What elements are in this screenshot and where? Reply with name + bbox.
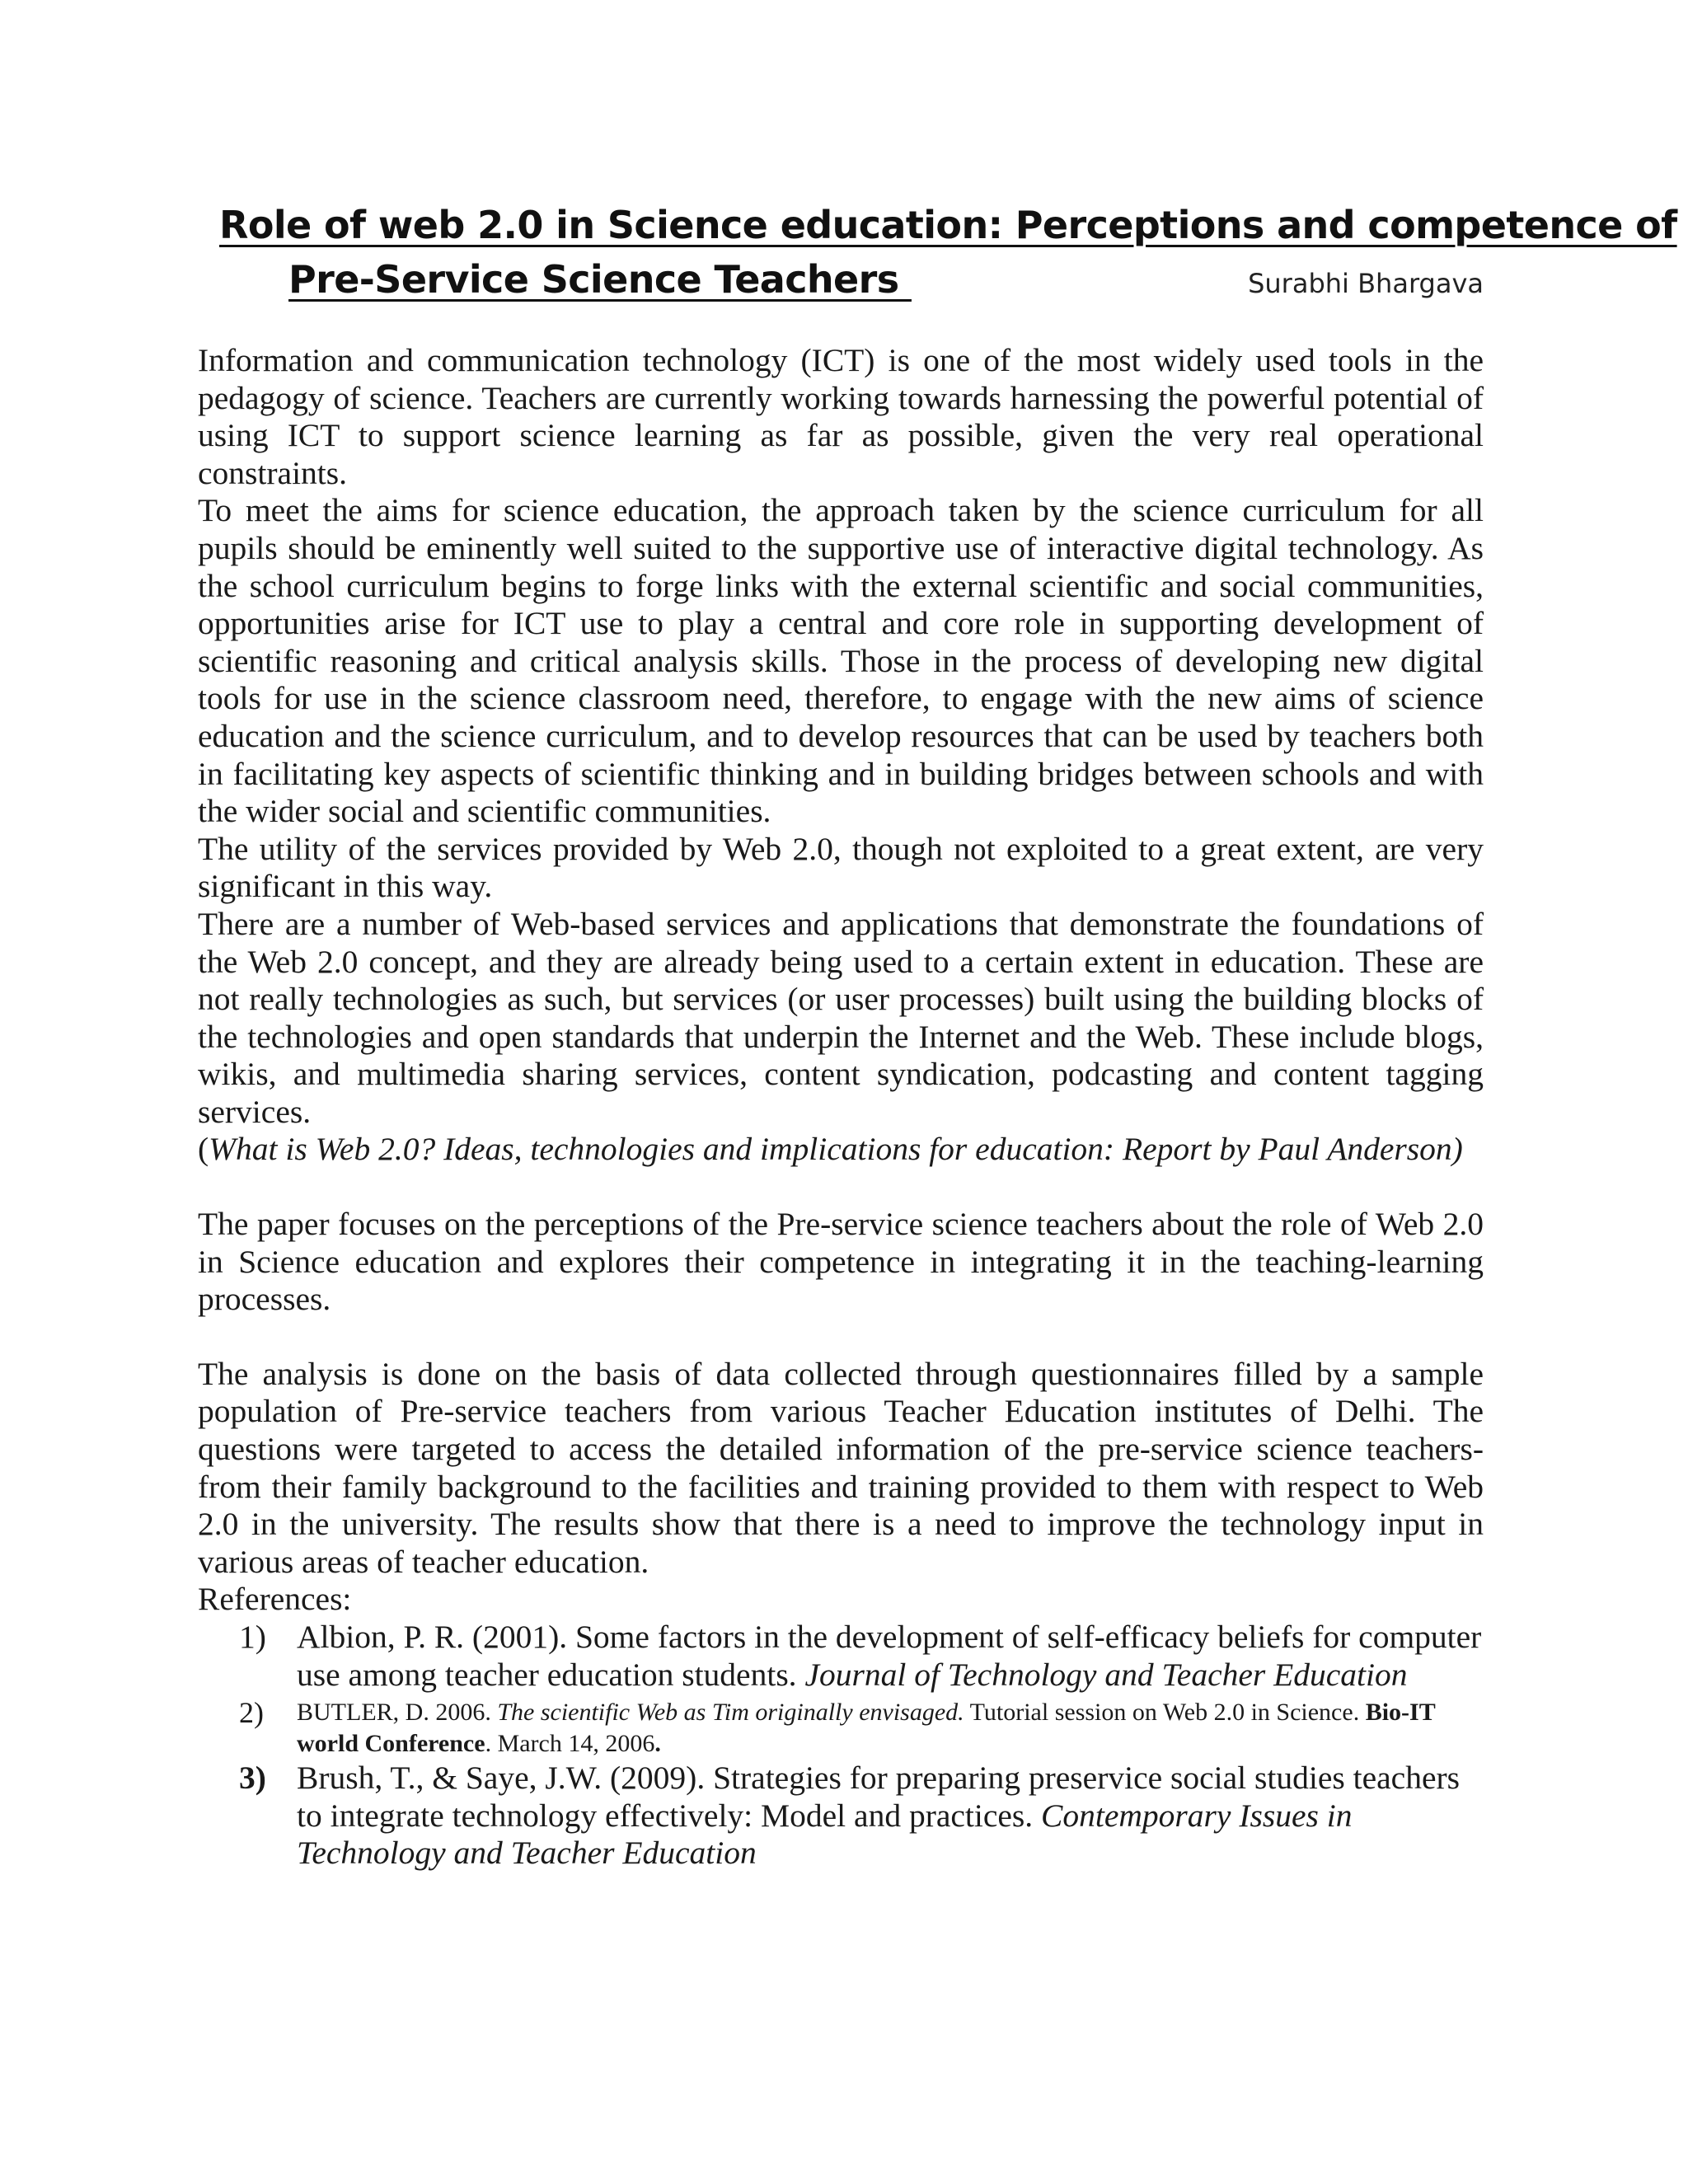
- citation-open-paren: (: [198, 1131, 209, 1168]
- paragraph-services: There are a number of Web-based services and applications that demonstrate the foundations of the Web 2.0 concept, and they are already being used to a certain extent in education. These are not really technologies as such, but services (or user processes) built using the building blocks of the technologies and open standards that underpin the Internet and the Web. These include blogs, wikis, and multimedia sharing services, content syndication, podcasting and content tagging services.: [198, 905, 1484, 1130]
- reference-item: [198, 1760, 1484, 1872]
- paragraph-intro: Information and communication technology (ICT) is one of the most widely used tools in the pedagogy of science. Teachers are currently working towards harnessing the powerful potential of using ICT to support science learning as far as possible, given the very real operational constraints.: [198, 342, 1484, 491]
- reference-number: 3): [239, 1760, 266, 1797]
- paragraph-analysis: The analysis is done on the basis of data collected through questionnaires filled by a sample population of Pre-service teachers from various Teacher Education institutes of Delhi. The questions were targeted to access the detailed information of the pre-service science teachers- from their family background to the facilities and training provided to them with respect to Web 2.0 in the university. The results show that there is a need to improve the technology input in various areas of teacher education.: [198, 1355, 1484, 1580]
- spacer: [198, 1319, 1484, 1356]
- reference-period: .: [654, 1730, 661, 1758]
- reference-journal: Journal of Technology and Teacher Education: [804, 1656, 1408, 1693]
- reference-text: Tutorial session on Web 2.0 in Science.: [964, 1699, 1366, 1727]
- title-line-2: Pre-Service Science Teachers: [288, 257, 912, 302]
- reference-text: Albion, P. R. (2001). Some factors in the development of self-efficacy beliefs for computer use among teacher education students.: [297, 1619, 1482, 1693]
- paragraph-focus: The paper focuses on the perceptions of the Pre-service science teachers about the role of Web 2.0 in Science education and explores their competence in integrating it in the teaching-learning processes.: [198, 1206, 1484, 1318]
- reference-journal: Contemporary Issues in Technology and Teacher Education: [297, 1797, 1353, 1872]
- citation-text: What is Web 2.0? Ideas, technologies and implications for education: Report by Paul Anderson): [209, 1131, 1463, 1168]
- title-line-2-row: [198, 252, 1484, 311]
- reference-title: The scientific Web as Tim originally envisaged.: [497, 1699, 964, 1727]
- paragraph-aims: To meet the aims for science education, the approach taken by the science curriculum for all pupils should be eminently well suited to the supportive use of interactive digital technology. As the school curriculum begins to forge links with the external scientific and social communities, opportunities arise for ICT use to play a central and core role in supporting development of scientific reasoning and critical analysis skills. Those in the process of developing new digital tools for use in the science classroom need, therefore, to engage with the new aims of science education and the science curriculum, and to develop resources that can be used by teachers both in facilitating key aspects of scientific thinking and in building bridges between schools and with the wider social and scientific communities.: [198, 492, 1484, 830]
- title-block: [198, 198, 1677, 311]
- reference-date: . March 14, 2006: [485, 1730, 655, 1758]
- body-text: [198, 342, 1484, 1872]
- title-line-1: Role of web 2.0 in Science education: Perceptions and competence of: [219, 203, 1677, 247]
- document-page: [198, 198, 1677, 1872]
- reference-number: 1): [239, 1619, 266, 1655]
- paragraph-utility: The utility of the services provided by Web 2.0, though not exploited to a great extent, are very significant in this way.: [198, 830, 1484, 905]
- citation: [198, 1131, 1484, 1169]
- references-list: [198, 1619, 1484, 1872]
- spacer: [198, 1169, 1484, 1206]
- reference-number: 2): [239, 1696, 264, 1730]
- reference-text: BUTLER, D. 2006.: [297, 1699, 498, 1727]
- reference-text: Brush, T., & Saye, J.W. (2009). Strategies for preparing preservice social studies teachers to integrate technology effectively: Model and practices.: [297, 1760, 1461, 1834]
- references-heading: References:: [198, 1581, 352, 1618]
- author-name: Surabhi Bhargava: [1248, 268, 1484, 299]
- reference-conference: Bio-IT world Conference: [297, 1699, 1436, 1758]
- reference-item: [198, 1697, 1484, 1760]
- reference-item: [198, 1619, 1484, 1694]
